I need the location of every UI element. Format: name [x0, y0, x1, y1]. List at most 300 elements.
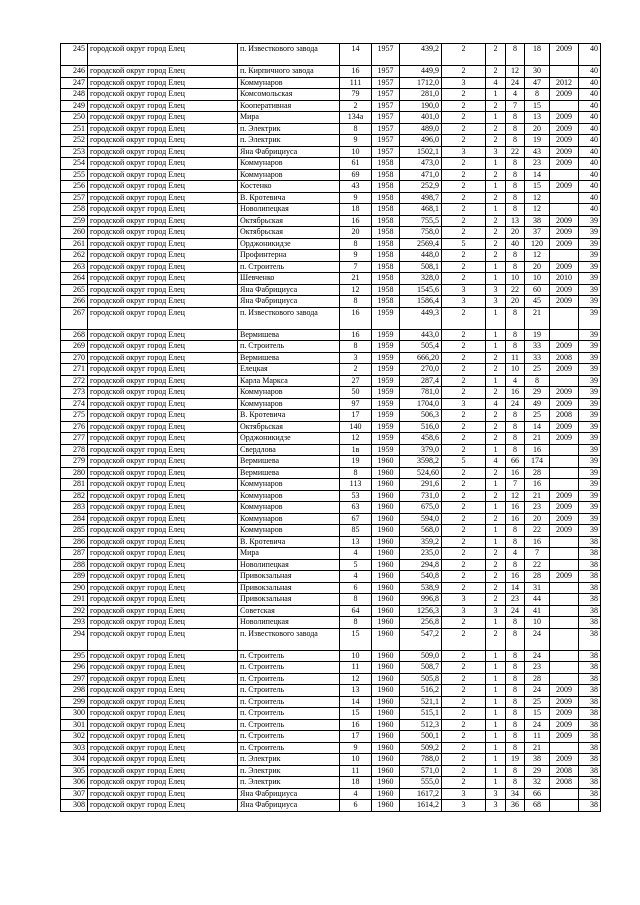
cell-apartments: 8 [506, 204, 525, 216]
cell-street: Яна Фабрициуса [238, 296, 340, 308]
cell-floors: 2 [442, 89, 486, 101]
cell-floors: 2 [442, 261, 486, 273]
cell-build-year: 1960 [372, 754, 400, 766]
cell-row-number: 292 [61, 605, 88, 617]
cell-municipality: городской округ город Елец [88, 192, 238, 204]
cell-municipality: городской округ город Елец [88, 800, 238, 812]
cell-floors: 2 [442, 765, 486, 777]
cell-municipality: городской округ город Елец [88, 696, 238, 708]
cell-municipality: городской округ город Елец [88, 777, 238, 789]
cell-house-number: 9 [340, 192, 372, 204]
cell-build-year: 1960 [372, 731, 400, 743]
cell-residents: 49 [525, 398, 550, 410]
cell-floors: 2 [442, 719, 486, 731]
cell-area: 508,7 [400, 662, 442, 674]
cell-area: 500,1 [400, 731, 442, 743]
cell-residents: 60 [525, 284, 550, 296]
cell-floors: 2 [442, 628, 486, 650]
cell-apartments: 8 [506, 708, 525, 720]
cell-residents: 31 [525, 582, 550, 594]
table-row [61, 77, 601, 89]
cell-municipality: городской округ город Елец [88, 89, 238, 101]
cell-street: Привокзальная [238, 571, 340, 583]
cell-residents: 33 [525, 341, 550, 353]
cell-repair-year: 2009 [550, 696, 579, 708]
cell-municipality: городской округ город Елец [88, 146, 238, 158]
cell-wear-percent: 38 [579, 559, 601, 571]
cell-floors: 2 [442, 467, 486, 479]
cell-apartments: 8 [506, 261, 525, 273]
cell-wear-percent: 38 [579, 662, 601, 674]
cell-apartments: 16 [506, 571, 525, 583]
table-row [61, 215, 601, 227]
cell-wear-percent: 40 [579, 135, 601, 147]
cell-row-number: 293 [61, 617, 88, 629]
cell-wear-percent: 39 [579, 227, 601, 239]
cell-house-number: 8 [340, 467, 372, 479]
table-row [61, 788, 601, 800]
cell-municipality: городской округ город Елец [88, 628, 238, 650]
cell-area: 458,6 [400, 433, 442, 445]
cell-row-number: 269 [61, 341, 88, 353]
cell-municipality: городской округ город Елец [88, 387, 238, 399]
cell-wear-percent: 39 [579, 398, 601, 410]
cell-area: 449,9 [400, 66, 442, 78]
cell-build-year: 1960 [372, 628, 400, 650]
table-row [61, 192, 601, 204]
cell-entrances: 1 [486, 719, 506, 731]
cell-area: 505,4 [400, 341, 442, 353]
cell-area: 256,8 [400, 617, 442, 629]
cell-repair-year: 2009 [550, 89, 579, 101]
cell-house-number: 16 [340, 719, 372, 731]
cell-repair-year: 2009 [550, 387, 579, 399]
cell-floors: 3 [442, 605, 486, 617]
cell-apartments: 8 [506, 421, 525, 433]
cell-repair-year: 2008 [550, 777, 579, 789]
cell-floors: 2 [442, 181, 486, 193]
cell-residents: 22 [525, 525, 550, 537]
table-row [61, 238, 601, 250]
cell-row-number: 271 [61, 364, 88, 376]
cell-area: 489,0 [400, 123, 442, 135]
cell-floors: 2 [442, 352, 486, 364]
cell-wear-percent: 40 [579, 192, 601, 204]
cell-build-year: 1959 [372, 364, 400, 376]
table-row [61, 650, 601, 662]
cell-municipality: городской округ город Елец [88, 421, 238, 433]
cell-apartments: 8 [506, 628, 525, 650]
cell-floors: 2 [442, 662, 486, 674]
cell-floors: 2 [442, 650, 486, 662]
cell-entrances: 1 [486, 662, 506, 674]
table-row [61, 479, 601, 491]
cell-build-year: 1960 [372, 502, 400, 514]
table-row [61, 456, 601, 468]
cell-wear-percent: 40 [579, 181, 601, 193]
cell-wear-percent: 39 [579, 250, 601, 262]
cell-wear-percent: 39 [579, 421, 601, 433]
cell-repair-year: 2009 [550, 227, 579, 239]
cell-row-number: 294 [61, 628, 88, 650]
table-row [61, 410, 601, 422]
cell-row-number: 270 [61, 352, 88, 364]
cell-street: Коммунаров [238, 502, 340, 514]
cell-residents: 12 [525, 192, 550, 204]
cell-repair-year [550, 479, 579, 491]
cell-street: Новолипецкая [238, 204, 340, 216]
cell-floors: 2 [442, 548, 486, 560]
cell-entrances: 3 [486, 605, 506, 617]
cell-street: Кооперативная [238, 100, 340, 112]
cell-repair-year [550, 800, 579, 812]
cell-entrances: 1 [486, 708, 506, 720]
cell-street: п. Строитель [238, 708, 340, 720]
cell-row-number: 288 [61, 559, 88, 571]
cell-floors: 2 [442, 364, 486, 376]
cell-apartments: 8 [506, 617, 525, 629]
cell-municipality: городской округ город Елец [88, 536, 238, 548]
cell-area: 1256,3 [400, 605, 442, 617]
cell-wear-percent: 40 [579, 204, 601, 216]
cell-floors: 2 [442, 387, 486, 399]
cell-build-year: 1957 [372, 112, 400, 124]
cell-build-year: 1958 [372, 296, 400, 308]
cell-entrances: 2 [486, 352, 506, 364]
cell-repair-year [550, 605, 579, 617]
cell-wear-percent: 38 [579, 548, 601, 560]
cell-street: Яна Фабрициуса [238, 146, 340, 158]
cell-house-number: 6 [340, 582, 372, 594]
cell-residents: 20 [525, 123, 550, 135]
cell-municipality: городской округ город Елец [88, 456, 238, 468]
cell-house-number: 140 [340, 421, 372, 433]
cell-build-year: 1959 [372, 341, 400, 353]
cell-repair-year: 2009 [550, 158, 579, 170]
cell-repair-year [550, 742, 579, 754]
cell-residents: 21 [525, 742, 550, 754]
cell-build-year: 1960 [372, 777, 400, 789]
cell-row-number: 302 [61, 731, 88, 743]
cell-area: 1545,6 [400, 284, 442, 296]
cell-municipality: городской округ город Елец [88, 673, 238, 685]
cell-street: Коммунаров [238, 387, 340, 399]
cell-house-number: 18 [340, 204, 372, 216]
cell-entrances: 2 [486, 467, 506, 479]
table-row [61, 490, 601, 502]
cell-wear-percent: 39 [579, 307, 601, 329]
cell-area: 524,60 [400, 467, 442, 479]
cell-row-number: 276 [61, 421, 88, 433]
cell-entrances: 1 [486, 777, 506, 789]
cell-house-number: 10 [340, 754, 372, 766]
cell-row-number: 284 [61, 513, 88, 525]
table-row [61, 502, 601, 514]
cell-row-number: 282 [61, 490, 88, 502]
cell-floors: 2 [442, 525, 486, 537]
cell-entrances: 3 [486, 296, 506, 308]
cell-residents: 38 [525, 215, 550, 227]
cell-area: 781,0 [400, 387, 442, 399]
cell-row-number: 298 [61, 685, 88, 697]
cell-residents: 8 [525, 375, 550, 387]
cell-municipality: городской округ город Елец [88, 329, 238, 341]
cell-apartments: 8 [506, 765, 525, 777]
cell-build-year: 1959 [372, 307, 400, 329]
cell-floors: 2 [442, 559, 486, 571]
cell-street: Коммунаров [238, 158, 340, 170]
cell-residents: 14 [525, 169, 550, 181]
cell-residents: 28 [525, 571, 550, 583]
cell-municipality: городской округ город Елец [88, 765, 238, 777]
table-row [61, 250, 601, 262]
cell-residents: 29 [525, 765, 550, 777]
cell-house-number: 18 [340, 777, 372, 789]
cell-entrances: 1 [486, 375, 506, 387]
cell-house-number: 19 [340, 456, 372, 468]
cell-wear-percent: 38 [579, 628, 601, 650]
cell-area: 328,0 [400, 273, 442, 285]
cell-municipality: городской округ город Елец [88, 273, 238, 285]
table-row [61, 284, 601, 296]
cell-house-number: 16 [340, 307, 372, 329]
cell-municipality: городской округ город Елец [88, 685, 238, 697]
cell-apartments: 8 [506, 742, 525, 754]
cell-house-number: 12 [340, 673, 372, 685]
cell-build-year: 1960 [372, 467, 400, 479]
cell-residents: 30 [525, 66, 550, 78]
cell-row-number: 281 [61, 479, 88, 491]
cell-repair-year: 2008 [550, 352, 579, 364]
cell-house-number: 10 [340, 650, 372, 662]
cell-row-number: 304 [61, 754, 88, 766]
cell-build-year: 1958 [372, 261, 400, 273]
cell-municipality: городской округ город Елец [88, 398, 238, 410]
cell-house-number: 27 [340, 375, 372, 387]
cell-municipality: городской округ город Елец [88, 123, 238, 135]
cell-floors: 2 [442, 490, 486, 502]
cell-apartments: 8 [506, 250, 525, 262]
cell-apartments: 8 [506, 444, 525, 456]
cell-street: п. Известкового завода [238, 628, 340, 650]
cell-municipality: городской округ город Елец [88, 650, 238, 662]
cell-row-number: 283 [61, 502, 88, 514]
cell-row-number: 277 [61, 433, 88, 445]
cell-area: 505,8 [400, 673, 442, 685]
cell-house-number: 69 [340, 169, 372, 181]
cell-floors: 2 [442, 536, 486, 548]
cell-house-number: 20 [340, 227, 372, 239]
table-row [61, 100, 601, 112]
cell-area: 509,0 [400, 650, 442, 662]
cell-repair-year: 2009 [550, 215, 579, 227]
cell-street: Вермишева [238, 456, 340, 468]
cell-street: Шевченко [238, 273, 340, 285]
cell-area: 270,0 [400, 364, 442, 376]
cell-house-number: 12 [340, 284, 372, 296]
cell-street: Новолипецкая [238, 559, 340, 571]
cell-repair-year: 2009 [550, 525, 579, 537]
cell-floors: 3 [442, 146, 486, 158]
cell-area: 571,0 [400, 765, 442, 777]
cell-wear-percent: 40 [579, 169, 601, 181]
cell-house-number: 21 [340, 273, 372, 285]
cell-street: В. Кротевича [238, 192, 340, 204]
cell-area: 1704,0 [400, 398, 442, 410]
cell-house-number: 7 [340, 261, 372, 273]
table-row [61, 719, 601, 731]
cell-municipality: городской округ город Елец [88, 742, 238, 754]
cell-municipality: городской округ город Елец [88, 364, 238, 376]
cell-row-number: 261 [61, 238, 88, 250]
cell-municipality: городской округ город Елец [88, 112, 238, 124]
cell-residents: 44 [525, 594, 550, 606]
cell-house-number: 8 [340, 617, 372, 629]
cell-entrances: 3 [486, 146, 506, 158]
cell-wear-percent: 40 [579, 146, 601, 158]
cell-wear-percent: 39 [579, 433, 601, 445]
cell-street: п. Строитель [238, 719, 340, 731]
cell-residents: 24 [525, 650, 550, 662]
cell-area: 758,0 [400, 227, 442, 239]
cell-build-year: 1958 [372, 238, 400, 250]
cell-residents: 174 [525, 456, 550, 468]
cell-apartments: 8 [506, 696, 525, 708]
cell-street: Коммунаров [238, 169, 340, 181]
cell-area: 1617,2 [400, 788, 442, 800]
cell-wear-percent: 38 [579, 742, 601, 754]
cell-area: 471,0 [400, 169, 442, 181]
cell-municipality: городской округ город Елец [88, 215, 238, 227]
cell-floors: 2 [442, 158, 486, 170]
cell-entrances: 1 [486, 754, 506, 766]
cell-build-year: 1960 [372, 696, 400, 708]
cell-entrances: 2 [486, 215, 506, 227]
cell-residents: 24 [525, 628, 550, 650]
cell-row-number: 308 [61, 800, 88, 812]
cell-municipality: городской округ город Елец [88, 284, 238, 296]
cell-street: Мира [238, 112, 340, 124]
cell-area: 516,0 [400, 421, 442, 433]
cell-wear-percent: 39 [579, 284, 601, 296]
cell-apartments: 8 [506, 777, 525, 789]
cell-repair-year [550, 66, 579, 78]
cell-area: 281,0 [400, 89, 442, 101]
cell-entrances: 1 [486, 341, 506, 353]
cell-entrances: 1 [486, 685, 506, 697]
table-row [61, 559, 601, 571]
cell-street: Карла Маркса [238, 375, 340, 387]
cell-house-number: 134а [340, 112, 372, 124]
cell-apartments: 8 [506, 410, 525, 422]
cell-apartments: 10 [506, 273, 525, 285]
cell-street: Орджоникидзе [238, 238, 340, 250]
cell-apartments: 8 [506, 169, 525, 181]
cell-row-number: 252 [61, 135, 88, 147]
cell-wear-percent: 39 [579, 525, 601, 537]
cell-row-number: 285 [61, 525, 88, 537]
cell-area: 449,3 [400, 307, 442, 329]
cell-house-number: 16 [340, 215, 372, 227]
cell-row-number: 265 [61, 284, 88, 296]
cell-street: Октябрьская [238, 227, 340, 239]
cell-build-year: 1960 [372, 719, 400, 731]
cell-floors: 2 [442, 673, 486, 685]
cell-municipality: городской округ город Елец [88, 513, 238, 525]
cell-municipality: городской округ город Елец [88, 227, 238, 239]
cell-build-year: 1958 [372, 158, 400, 170]
cell-apartments: 24 [506, 398, 525, 410]
cell-house-number: 8 [340, 594, 372, 606]
cell-municipality: городской округ город Елец [88, 158, 238, 170]
cell-apartments: 8 [506, 662, 525, 674]
cell-repair-year [550, 559, 579, 571]
cell-apartments: 8 [506, 536, 525, 548]
table-row [61, 204, 601, 216]
cell-house-number: 43 [340, 181, 372, 193]
table-row [61, 696, 601, 708]
cell-municipality: городской округ город Елец [88, 169, 238, 181]
cell-wear-percent: 38 [579, 765, 601, 777]
cell-house-number: 5 [340, 559, 372, 571]
cell-municipality: городской округ город Елец [88, 662, 238, 674]
cell-entrances: 1 [486, 89, 506, 101]
table-row [61, 548, 601, 560]
cell-area: 401,0 [400, 112, 442, 124]
cell-entrances: 1 [486, 650, 506, 662]
cell-build-year: 1959 [372, 398, 400, 410]
cell-repair-year [550, 536, 579, 548]
cell-entrances: 1 [486, 765, 506, 777]
cell-entrances: 3 [486, 800, 506, 812]
table-row [61, 158, 601, 170]
cell-street: Октябрьская [238, 421, 340, 433]
cell-residents: 22 [525, 559, 550, 571]
table-body [61, 44, 601, 812]
cell-apartments: 8 [506, 433, 525, 445]
cell-floors: 2 [442, 617, 486, 629]
cell-municipality: городской округ город Елец [88, 433, 238, 445]
cell-municipality: городской округ город Елец [88, 296, 238, 308]
cell-entrances: 2 [486, 135, 506, 147]
cell-residents: 25 [525, 410, 550, 422]
cell-repair-year [550, 628, 579, 650]
table-row [61, 754, 601, 766]
cell-municipality: городской округ город Елец [88, 77, 238, 89]
cell-row-number: 286 [61, 536, 88, 548]
cell-build-year: 1960 [372, 571, 400, 583]
cell-house-number: 14 [340, 44, 372, 66]
cell-build-year: 1960 [372, 479, 400, 491]
cell-residents: 24 [525, 685, 550, 697]
cell-repair-year [550, 650, 579, 662]
cell-row-number: 287 [61, 548, 88, 560]
cell-wear-percent: 38 [579, 685, 601, 697]
cell-house-number: 2 [340, 100, 372, 112]
cell-house-number: 13 [340, 536, 372, 548]
cell-wear-percent: 38 [579, 650, 601, 662]
cell-apartments: 8 [506, 650, 525, 662]
cell-wear-percent: 40 [579, 112, 601, 124]
cell-build-year: 1959 [372, 421, 400, 433]
cell-build-year: 1957 [372, 44, 400, 66]
cell-floors: 3 [442, 788, 486, 800]
table-row [61, 765, 601, 777]
cell-row-number: 300 [61, 708, 88, 720]
cell-apartments: 8 [506, 192, 525, 204]
cell-floors: 2 [442, 100, 486, 112]
cell-municipality: городской округ город Елец [88, 135, 238, 147]
